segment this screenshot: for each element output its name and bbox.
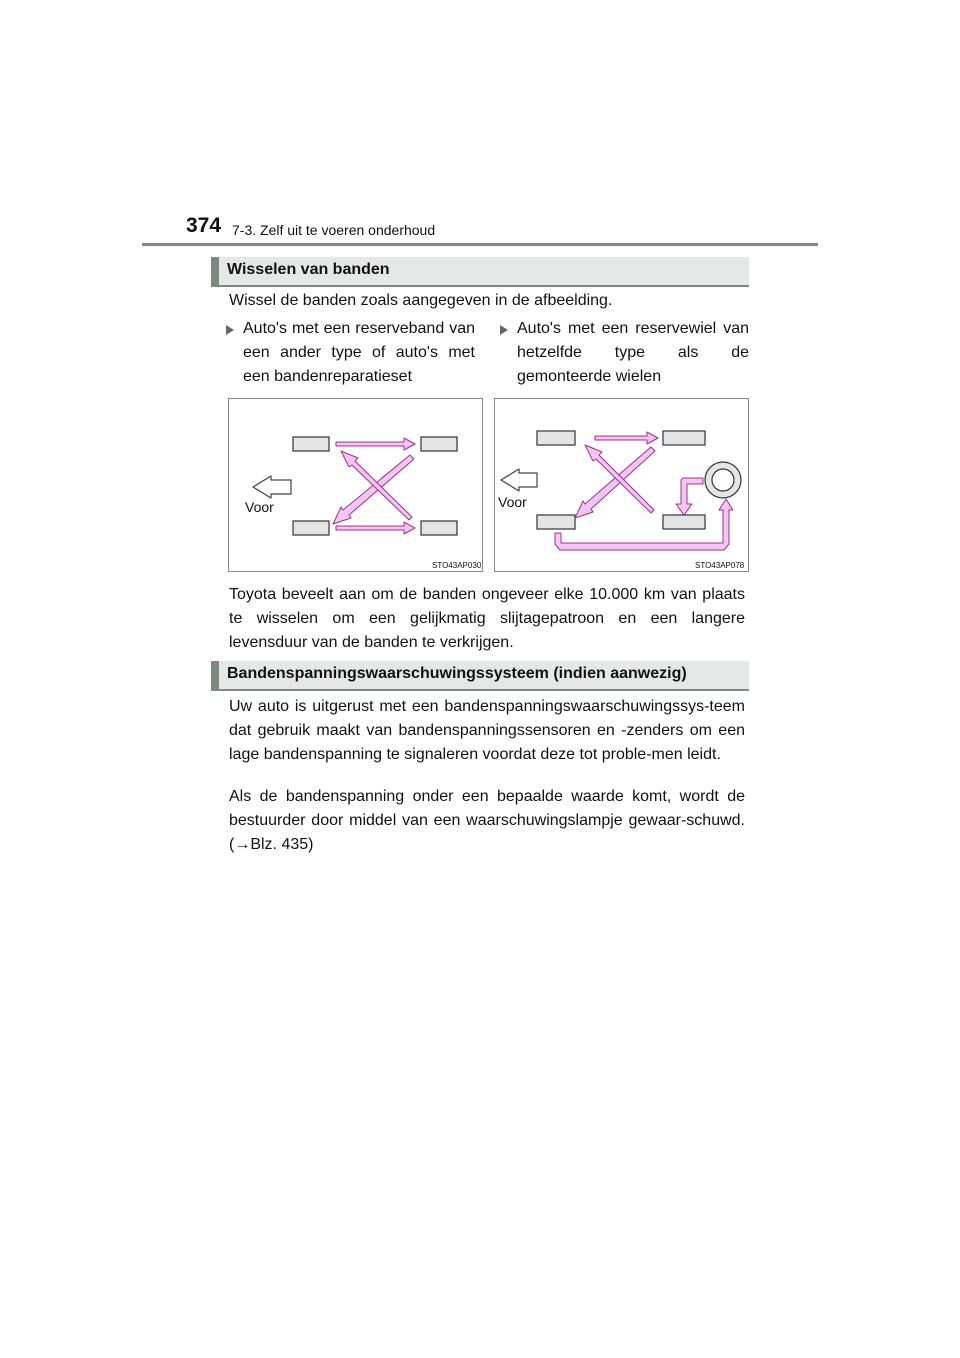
tire-front-right (293, 521, 329, 535)
tire-rear-left (663, 431, 705, 445)
figure-code: STO43AP078 (695, 561, 745, 570)
chapter-title: 7-3. Zelf uit te voeren onderhoud (232, 222, 436, 238)
front-label: Voor (245, 499, 274, 515)
rotation-recommendation-paragraph: Toyota beveelt aan om de banden ongeveer elke 10.000 km van plaats te wisselen om een gelijkmatig slijtagepatroon en een langere levensduur van de banden te verkrijgen. (229, 586, 745, 651)
rotation-arrow (595, 432, 658, 444)
rotation-diagram-2 (494, 398, 749, 572)
header-rule (142, 243, 818, 246)
section-heading-bar (211, 257, 219, 285)
tire-rear-left (421, 437, 457, 451)
section-heading-label: Wisselen van banden (227, 261, 390, 278)
rotation-arrow (336, 522, 415, 534)
bullet-text: Auto's met een reserveband van een ander type of auto's met een bandenreparatieset (243, 320, 475, 385)
intro-paragraph: Wissel de banden zoals aangegeven in de afbeelding. (229, 292, 613, 309)
bullet-text: Auto's met een reservewiel van hetzelfde type als de gemonteerde wielen (517, 320, 749, 385)
rotation-arrow (336, 438, 415, 450)
rotation-diagram-1-graphic (229, 399, 484, 573)
rotation-diagram-1 (228, 398, 483, 572)
section-heading-tire-rotation (211, 257, 749, 285)
rotation-arrow (676, 478, 703, 515)
figure-code: STO43AP030 (432, 561, 482, 570)
section-heading-underline (211, 689, 749, 691)
front-direction-arrow-icon (253, 476, 291, 498)
tire-rear-right (663, 515, 705, 529)
bullet-item (243, 317, 475, 389)
tire-front-left (537, 431, 575, 445)
tpms-paragraph-1: Uw auto is uitgerust met een bandenspanningswaarschuwingssys-teem dat gebruik maakt van bandenspanningssensoren en -zenders om een lage bandenspanning te signaleren voordat deze tot proble-men leidt. (229, 698, 745, 763)
spare-wheel-icon (705, 462, 741, 498)
triangle-bullet-icon (500, 325, 508, 335)
rotation-arrow (575, 447, 655, 518)
tire-front-right (537, 515, 575, 529)
tpms-paragraph-2: Als de bandenspanning onder een bepaalde waarde komt, wordt de bestuurder door middel van een waarschuwingslampje gewaar-schuwd. (→Blz. 435) (229, 788, 745, 853)
triangle-bullet-icon (226, 325, 234, 335)
section-heading-tpms (211, 661, 749, 689)
front-direction-arrow-icon (501, 469, 537, 491)
front-label: Voor (498, 494, 527, 510)
section-heading-bar (211, 661, 219, 689)
bullet-item (517, 317, 749, 389)
page-number: 374 (186, 214, 222, 237)
section-heading-label: Bandenspanningswaarschuwingssysteem (indien aanwezig) (227, 665, 687, 682)
section-heading-underline (211, 285, 749, 287)
tire-rear-right (421, 521, 457, 535)
tire-front-left (293, 437, 329, 451)
rotation-diagram-2-graphic (495, 399, 750, 573)
